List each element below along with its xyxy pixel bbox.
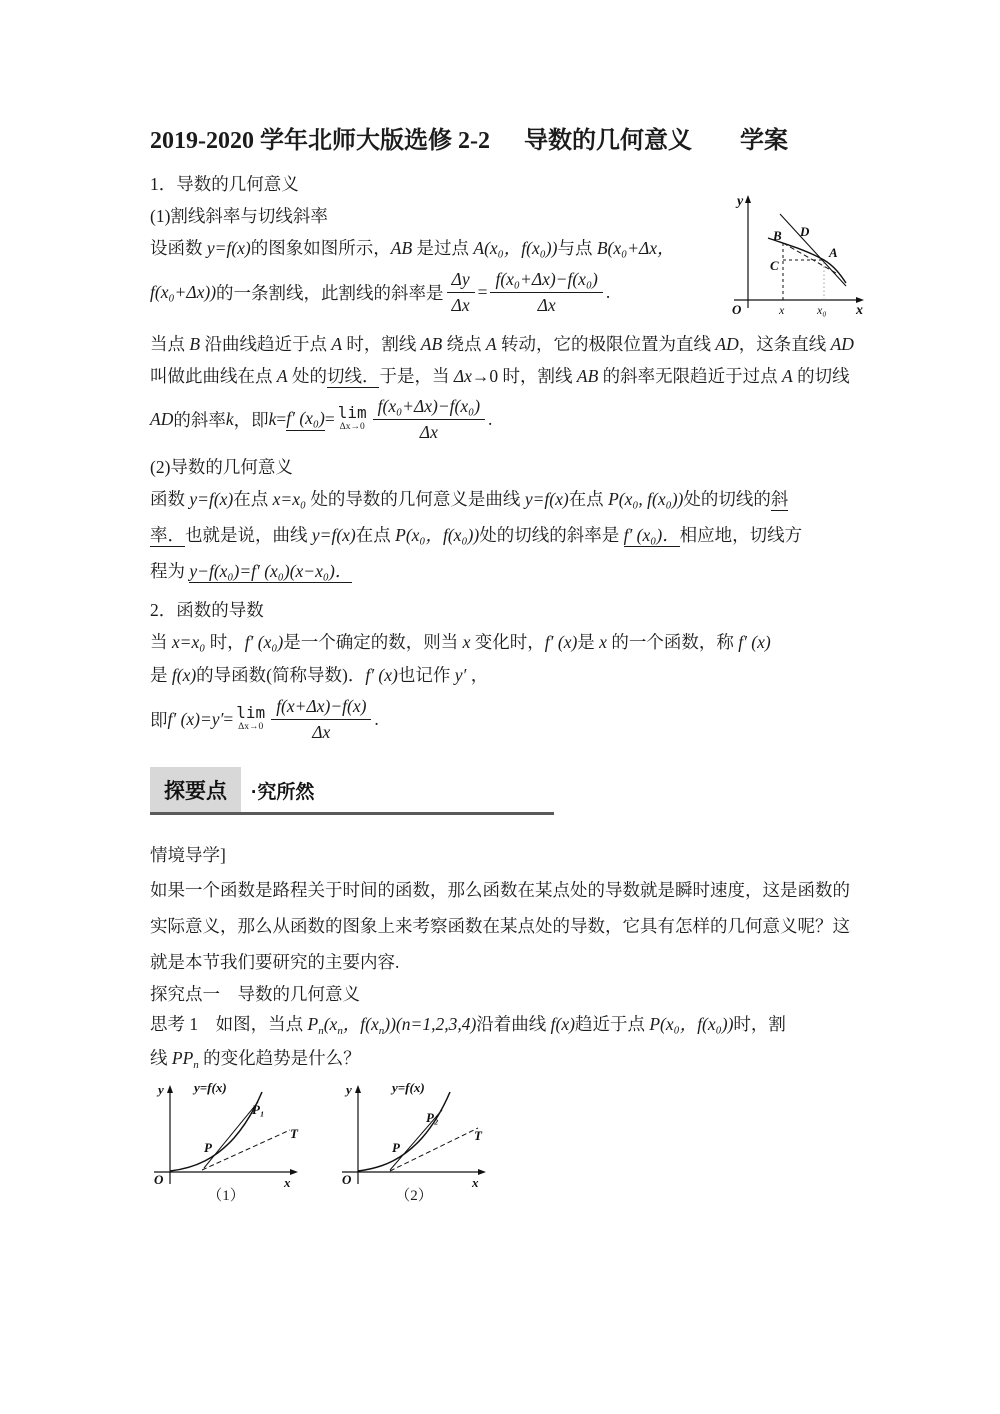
section1-sub1-heading: (1)割线斜率与切线斜率: [150, 206, 328, 226]
x-axis-arrow-icon: [478, 1169, 486, 1175]
curve-label: y=f(x): [392, 1080, 425, 1095]
paragraph-line: 函数 y=f(x)在点 x=x₀ 处的导数的几何意义是曲线 y=f(x)在点 P(x₀, f(x₀))处的切线的斜: [150, 489, 789, 509]
figure-caption-2: （2）: [395, 1188, 433, 1204]
x-axis-arrow-icon: [290, 1169, 298, 1175]
point-A-label: A: [829, 245, 838, 260]
title-course: 2019-2020 学年北师大版选修 2-2: [150, 128, 490, 154]
explore-point-heading: 探究点一 导数的几何意义: [150, 984, 360, 1004]
formula-line: AD 的斜率 k ，即 k = f′ (x₀) = lim Δx→0 $\frac{\text{f(x₀+Δx)−f(x₀)}}{\Delta x}$ .: [150, 396, 493, 442]
explore-header-box-label: 探要点: [150, 767, 241, 813]
page-title: [150, 120, 788, 155]
paragraph-line: 设函数 y=f(x)的图象如图所示，AB 是过点 A(x₀，f(x₀))与点 B(x₀+Δx，: [150, 238, 675, 258]
point-P-label: P: [392, 1140, 400, 1155]
figure-graph-1: [146, 1080, 306, 1192]
y-axis-label: y: [737, 194, 744, 209]
explore-header: [150, 768, 314, 812]
section1-heading: 1．导数的几何意义: [150, 174, 299, 194]
context-line: 就是本节我们要研究的主要内容.: [150, 952, 400, 972]
figure-secant-tangent: [726, 190, 870, 322]
point-D-label: D: [800, 224, 810, 239]
y-axis-arrow-icon: [355, 1085, 361, 1093]
context-label: 情境导学]: [150, 845, 226, 865]
origin-label: O: [154, 1172, 164, 1187]
x-axis-label: x: [284, 1175, 291, 1190]
point-B-label: B: [773, 228, 782, 243]
y-axis-arrow-icon: [745, 195, 751, 203]
curve: [170, 1092, 265, 1171]
tangent-line-T: [202, 1130, 290, 1170]
x-axis-label: x: [472, 1175, 479, 1190]
title-topic: 导数的几何意义: [523, 128, 692, 154]
secant-line-PP1: [204, 1102, 258, 1168]
paragraph-line: 程为 y−f(x₀)=f′ (x₀)(x−x₀)．: [150, 561, 353, 581]
curve-label: y=f(x): [194, 1080, 227, 1095]
section2-heading: 2．函数的导数: [150, 600, 264, 620]
paragraph-line: 率．也就是说，曲线 y=f(x)在点 P(x₀，f(x₀))处的切线的斜率是 f′ (x₀)．相应地，切线方: [150, 525, 803, 545]
x-axis-label: x: [856, 303, 863, 318]
curve: [358, 1092, 450, 1171]
context-line: 如果一个函数是路程关于时间的函数，那么函数在某点处的导数就是瞬时速度，这是函数的: [150, 880, 850, 900]
origin-label: O: [342, 1172, 352, 1187]
tick-x-label: x: [779, 303, 785, 317]
think-line: 思考 1 如图，当点 $P_n(x_n$，$f(x_n))(n=1,2,3,4)$沿着曲线 f(x)趋近于点 P(x₀，f(x₀))时，割: [150, 1014, 786, 1037]
y-axis-arrow-icon: [167, 1085, 173, 1093]
paragraph-line: 叫做此曲线在点 A 处的切线．于是，当 Δx→0 时，割线 AB 的斜率无限趋近于过点 A 的切线: [150, 366, 850, 386]
formula-line: 即 f′ (x)=y′ = lim Δx→0 $\frac{f(x+\Delta x)-f(x)}{\Delta x}$ .: [150, 696, 379, 742]
tangent-label: T: [290, 1126, 298, 1141]
point-P1-label: P₁: [252, 1102, 265, 1117]
explore-header-rest: ·究所然: [251, 781, 315, 803]
point-C-label: C: [770, 258, 779, 273]
tangent-line-T: [390, 1128, 478, 1171]
point-P-label: P: [204, 1140, 212, 1155]
tangent-label: T: [474, 1128, 482, 1143]
point-P2-label: P₂: [426, 1110, 439, 1125]
paragraph-line: 是 f(x)的导函数(简称导数)．f′ (x)也记作 y′ ，: [150, 665, 489, 685]
context-line: 实际意义，那么从函数的图象上来考察函数在某点处的导数，它具有怎样的几何意义呢？这: [150, 916, 850, 936]
figure-caption-1: （1）: [207, 1188, 245, 1204]
figure-graph-2: [334, 1080, 494, 1192]
paragraph-line: 当点 B 沿曲线趋近于点 A 时，割线 AB 绕点 A 转动，它的极限位置为直线 AD，这条直线 AD: [150, 334, 854, 354]
y-axis-label: y: [158, 1082, 164, 1097]
origin-label: O: [732, 302, 742, 317]
y-axis-label: y: [346, 1082, 352, 1097]
explore-header-rule: [150, 812, 554, 815]
formula-line: f(x₀+Δx)) 的一条割线，此割线的斜率是 $\frac{\Delta y}{\Delta x}$ = $\frac{\text{f(x₀+Δx)−f(x₀)}}{\Delta x}$ .: [150, 269, 611, 315]
paragraph-line: 当 x=x₀ 时，f′ (x₀)是一个确定的数，则当 x 变化时，f′ (x)是 x 的一个函数，称 f′ (x): [150, 632, 771, 652]
tick-x0-label: x₀: [817, 303, 827, 317]
section1-sub2-heading: (2)导数的几何意义: [150, 457, 293, 477]
think-line: 线 $PP_n$ 的变化趋势是什么？: [150, 1048, 361, 1071]
title-type: 学案: [739, 128, 788, 154]
